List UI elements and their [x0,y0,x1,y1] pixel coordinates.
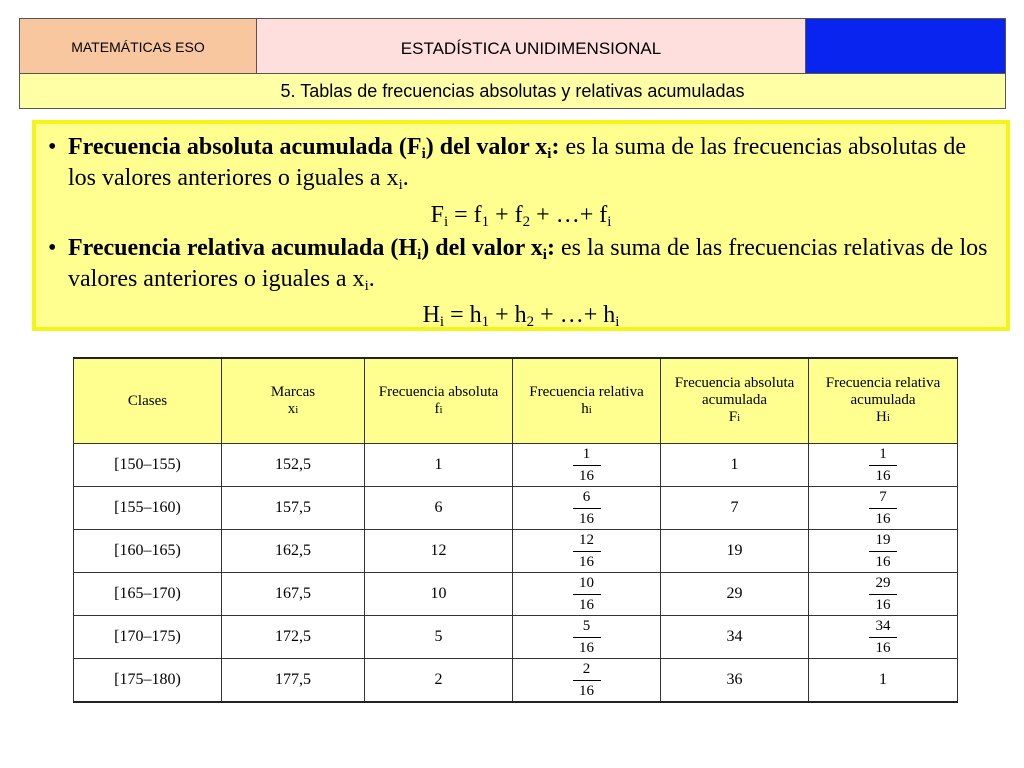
cell-fi: 12 [365,530,513,573]
table-row [74,573,958,616]
cell-Fi: 7 [661,487,809,530]
cell-marca: 167,5 [222,573,365,616]
cell-Hi [809,616,958,659]
cell-clase: [155–160) [74,487,222,530]
cell-clase: [170–175) [74,616,222,659]
cell-Hi [809,444,958,487]
cell-fi: 6 [365,487,513,530]
cell-Hi [809,573,958,616]
cell-hi [513,530,661,573]
table-row [74,616,958,659]
cell-marca: 177,5 [222,659,365,703]
cell-marca: 172,5 [222,616,365,659]
cell-Hi [809,530,958,573]
header-frecuencia-relativa: Frecuencia relativa hi [513,358,661,444]
bullet-dot: • [48,235,57,261]
definition-item-relative: • Frecuencia relativa acumulada $(H_i)$ del valor $x_i$: es la suma de las frecuencias relativas de los valores anteriores o iguales a $x_i$. [48,235,988,294]
cell-clase: [160–165) [74,530,222,573]
frequency-table [73,357,958,703]
cell-fi: 5 [365,616,513,659]
fraction: $\frac{12}{16}$ [573,532,601,571]
definition-item-absolute: • Frecuencia absoluta acumulada $(F_i)$ del valor $x_i$: es la suma de las frecuencias absolutas de los valores anteriores o iguales a $x_i$. [48,134,966,193]
cell-Hi: 1 [809,659,958,703]
fraction: $\frac{10}{16}$ [573,575,601,614]
header-clases: Clases [74,358,222,444]
cell-Fi: 36 [661,659,809,703]
formula-absolute: $F_i = f_1 + f_2$ + …+ $f_i$ [430,202,612,230]
cell-marca: 162,5 [222,530,365,573]
cell-clase: [165–170) [74,573,222,616]
cell-fi: 10 [365,573,513,616]
header-frecuencia-absoluta-acumulada: Frecuencia absoluta acumulada Fi [661,358,809,444]
fraction: $\frac{1}{16}$ [869,446,897,485]
subject-label [19,18,257,74]
definition-term: Frecuencia relativa acumulada $(H_i)$ del valor $x_i$: [68,235,555,263]
table-row [74,659,958,703]
cell-hi [513,616,661,659]
section-text: 5. Tablas de frecuencias absolutas y relativas acumuladas [280,80,745,101]
cell-Fi: 34 [661,616,809,659]
topic-label [256,18,806,74]
definition-box [32,120,1010,331]
cell-hi [513,487,661,530]
fraction: $\frac{34}{16}$ [869,618,897,657]
cell-fi: 1 [365,444,513,487]
bullet-dot: • [48,134,57,160]
cell-Hi [809,487,958,530]
cell-Fi: 1 [661,444,809,487]
fraction: $\frac{29}{16}$ [869,575,897,614]
subject-text: MATEMÁTICAS ESO [71,39,205,55]
table-row [74,444,958,487]
cell-Fi: 19 [661,530,809,573]
cell-clase: [175–180) [74,659,222,703]
topic-text: ESTADÍSTICA UNIDIMENSIONAL [400,39,662,58]
definition-term: Frecuencia absoluta acumulada $(F_i)$ del valor $x_i$: [68,134,560,162]
cell-clase: [150–155) [74,444,222,487]
cell-Fi: 29 [661,573,809,616]
header-frecuencia-absoluta: Frecuencia absoluta fi [365,358,513,444]
cell-hi [513,573,661,616]
table-row [74,530,958,573]
definition-text: es la suma de las frecuencias relativas de los valores anteriores o iguales a x [68,235,988,292]
section-title [19,73,1006,109]
fraction: $\frac{7}{16}$ [869,489,897,528]
cell-fi: 2 [365,659,513,703]
fraction: $\frac{6}{16}$ [573,489,601,528]
cell-marca: 152,5 [222,444,365,487]
cell-hi [513,659,661,703]
formula-relative: $H_i = h_1 + h_2$ + …+ $h_i$ [422,302,620,330]
definition-text: es la suma de las frecuencias absolutas de los valores anteriores o iguales a x [68,134,966,191]
fraction: $\frac{19}{16}$ [869,532,897,571]
fraction: $\frac{5}{16}$ [573,618,601,657]
cell-hi [513,444,661,487]
header-marcas: Marcas xi [222,358,365,444]
table-row [74,487,958,530]
fraction: $\frac{2}{16}$ [573,661,601,700]
header-frecuencia-relativa-acumulada: Frecuencia relativa acumulada Hi [809,358,958,444]
accent-block [805,18,1006,74]
table-header-row [74,358,958,444]
cell-marca: 157,5 [222,487,365,530]
fraction: $\frac{1}{16}$ [573,446,601,485]
